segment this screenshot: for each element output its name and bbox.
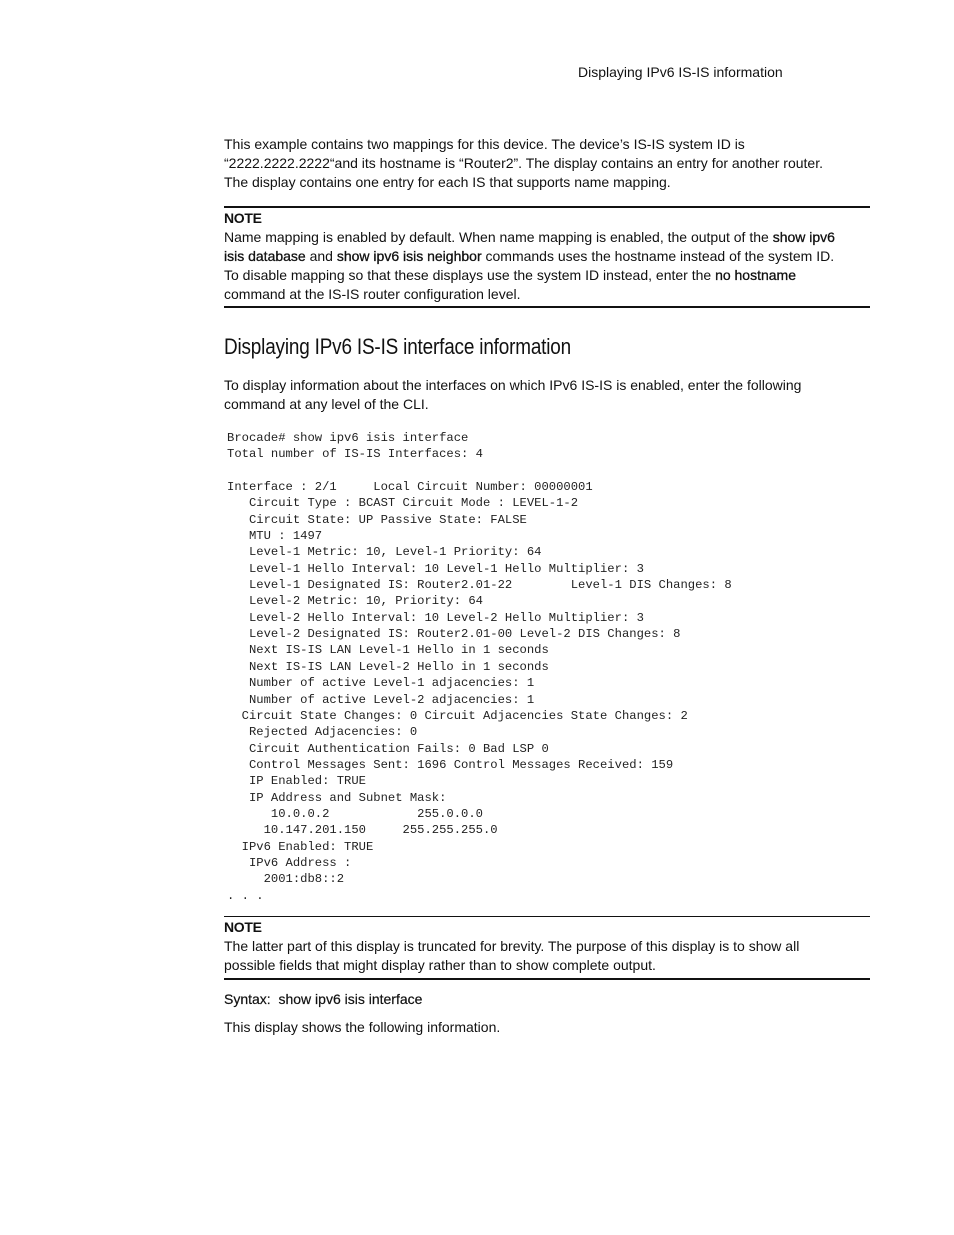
code-line: 10.0.0.2 255.0.0.0 <box>227 806 483 821</box>
note-line: isis database and show ipv6 isis neighbor commands uses the hostname instead of the system ID. <box>224 248 835 264</box>
running-header: Displaying IPv6 IS-IS information <box>578 64 783 80</box>
code-line: IPv6 Enabled: TRUE <box>227 839 374 854</box>
command-text: no hostname <box>715 267 797 283</box>
note-heading: NOTE <box>224 210 262 226</box>
code-line: Next IS-IS LAN Level-1 Hello in 1 seconds <box>227 643 549 658</box>
section-heading: Displaying IPv6 IS-IS interface information <box>224 334 571 359</box>
command-text: show ipv6 <box>772 229 835 245</box>
code-line: Circuit State Changes: 0 Circuit Adjacencies State Changes: 2 <box>227 708 688 723</box>
note-line: To disable mapping so that these displays use the system ID instead, enter the no hostname <box>224 267 797 283</box>
code-line: Level-1 Hello Interval: 10 Level-1 Hello Multiplier: 3 <box>227 561 644 576</box>
section-intro-line: To display information about the interfaces on which IPv6 IS-IS is enabled, enter the following <box>224 377 802 393</box>
syntax-label: Syntax: <box>224 991 271 1007</box>
code-line: 2001:db8::2 <box>227 872 345 887</box>
code-line: MTU : 1497 <box>227 529 323 544</box>
code-line: 10.147.201.150 255.255.255.0 <box>227 823 498 838</box>
note2-line: The latter part of this display is truncated for brevity. The purpose of this display is to show all <box>224 938 800 954</box>
note2-top-rule <box>224 916 870 917</box>
syntax-line <box>224 991 422 1007</box>
section-intro-line: command at any level of the CLI. <box>224 396 429 412</box>
code-line: IP Address and Subnet Mask: <box>227 790 447 805</box>
note-bottom-rule <box>224 306 870 308</box>
note2-line: possible fields that might display rather than to show complete output. <box>224 957 656 973</box>
code-line: IPv6 Address : <box>227 855 352 870</box>
intro-line: The display contains one entry for each IS that supports name mapping. <box>224 174 671 190</box>
code-line: Level-2 Designated IS: Router2.01-00 Level-2 DIS Changes: 8 <box>227 627 681 642</box>
note-line: Name mapping is enabled by default. When name mapping is enabled, the output of the show ipv6 <box>224 229 835 245</box>
note2-bottom-rule <box>224 978 870 980</box>
note-top-rule <box>224 206 870 208</box>
note-line: command at the IS-IS router configuration level. <box>224 286 521 302</box>
code-line: IP Enabled: TRUE <box>227 774 366 789</box>
code-line: Number of active Level-1 adjacencies: 1 <box>227 676 535 691</box>
closing-paragraph: This display shows the following information. <box>224 1019 501 1035</box>
code-line: . . . <box>227 888 264 903</box>
code-line: Interface : 2/1 Local Circuit Number: 00000001 <box>227 480 593 495</box>
code-line: Brocade# show ipv6 isis interface <box>227 431 469 445</box>
code-line: Circuit Authentication Fails: 0 Bad LSP 0 <box>227 741 549 756</box>
code-line: Rejected Adjacencies: 0 <box>227 725 418 740</box>
code-line: Level-1 Designated IS: Router2.01-22 Level-1 DIS Changes: 8 <box>227 578 732 593</box>
intro-line: This example contains two mappings for this device. The device’s IS-IS system ID is <box>224 136 745 152</box>
section-intro <box>224 376 872 414</box>
note2-body <box>224 937 872 975</box>
command-text: show ipv6 isis neighbor <box>336 248 482 264</box>
code-line: Level-1 Metric: 10, Level-1 Priority: 64 <box>227 545 542 560</box>
syntax-command: show ipv6 isis interface <box>278 991 423 1007</box>
code-line: Level-2 Metric: 10, Priority: 64 <box>227 594 483 609</box>
code-line: Number of active Level-2 adjacencies: 1 <box>227 692 535 707</box>
code-line: Total number of IS-IS Interfaces: 4 <box>227 447 483 462</box>
cli-output-block <box>227 430 732 904</box>
code-line: Level-2 Hello Interval: 10 Level-2 Hello Multiplier: 3 <box>227 610 644 625</box>
note2-heading: NOTE <box>224 919 262 935</box>
note-body <box>224 228 872 304</box>
code-line: Circuit State: UP Passive State: FALSE <box>227 512 527 527</box>
code-line: Next IS-IS LAN Level-2 Hello in 1 seconds <box>227 659 549 674</box>
code-line: Circuit Type : BCAST Circuit Mode : LEVEL-1-2 <box>227 496 579 511</box>
intro-paragraph <box>224 135 872 192</box>
command-text: isis database <box>224 248 306 264</box>
code-line: Control Messages Sent: 1696 Control Messages Received: 159 <box>227 757 674 772</box>
intro-line: “2222.2222.2222“and its hostname is “Router2”. The display contains an entry for another router. <box>224 155 823 171</box>
